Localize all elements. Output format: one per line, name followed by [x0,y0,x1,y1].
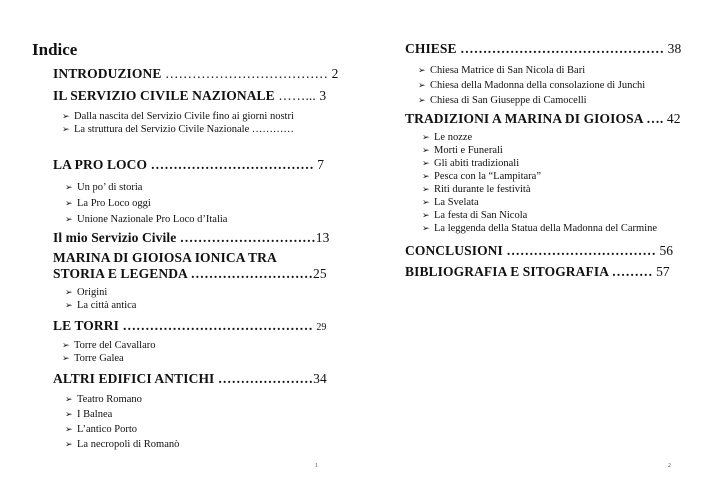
bullet-arrow-icon: ➢ [62,111,70,121]
bullet-arrow-icon: ➢ [418,65,426,75]
leader-dots: ………………… [214,371,314,386]
bullet-arrow-icon: ➢ [422,223,430,233]
toc-subitem[interactable] [422,145,503,156]
toc-subitem[interactable] [422,210,527,221]
toc-subitem[interactable] [65,287,107,298]
bullet-arrow-icon: ➢ [422,158,430,168]
bullet-arrow-icon: ➢ [422,210,430,220]
subitem-label: La festa di San Nicola [434,210,528,221]
entry-label: LA PRO LOCO [53,157,148,172]
page-ref: 42 [666,111,681,126]
entry-label: ALTRI EDIFICI ANTICHI [53,371,215,386]
bullet-arrow-icon: ➢ [65,409,73,419]
toc-entry-chiese[interactable] [405,41,681,57]
page-ref: 25 [313,266,327,281]
toc-entry-mio-servizio[interactable] [53,230,330,246]
right-page [352,0,704,492]
subitem-label: I Balnea [77,409,113,420]
toc-subitem[interactable] [62,111,294,122]
toc-subitem[interactable] [65,214,227,225]
subitem-label: Origini [77,287,108,298]
leader-dots: …. [642,111,664,126]
toc-entry-conclusioni[interactable] [405,243,673,259]
toc-subitem[interactable] [422,171,541,182]
subitem-label: La Svelata [434,197,479,208]
page-ref: 3 [319,88,327,103]
subitem-label: Pesca con la “Lampitara” [434,171,541,182]
subitem-label: Un po’ di storia [77,182,143,193]
leader-dots: ……………………………… [147,157,314,172]
entry-label: MARINA DI GIOIOSA IONICA TRA [53,250,277,265]
subitem-label: La leggenda della Statua della Madonna del Carmine [434,223,658,234]
toc-entry-bibliografia[interactable] [405,264,670,280]
leader-dots: ……… [608,264,653,279]
toc-entry-torri[interactable] [53,318,327,334]
page-ref: 56 [659,243,674,258]
entry-label: Il mio Servizio Civile [53,230,177,245]
page-ref: 13 [315,230,330,245]
entry-label: IL SERVIZIO CIVILE NAZIONALE [53,88,275,103]
subitem-label: Riti durante le festività [434,184,531,195]
bullet-arrow-icon: ➢ [422,197,430,207]
bullet-arrow-icon: ➢ [65,300,73,310]
bullet-arrow-icon: ➢ [65,182,73,192]
toc-subitem[interactable] [62,353,124,364]
toc-subitem[interactable] [65,394,142,405]
subitem-label: La struttura del Servizio Civile Nazionale ………… [74,124,294,135]
bullet-arrow-icon: ➢ [62,124,70,134]
bullet-arrow-icon: ➢ [422,184,430,194]
leader-dots: ……………………… [187,266,314,281]
subitem-label: La Pro Loco oggi [77,198,151,209]
bullet-arrow-icon: ➢ [422,171,430,181]
leader-dots: ……………………………… [161,66,329,81]
subitem-label: Chiesa di San Giuseppe di Camocelli [430,95,587,106]
bullet-arrow-icon: ➢ [65,214,73,224]
bullet-arrow-icon: ➢ [65,287,73,297]
page-ref: 7 [317,157,325,172]
index-title: Indice [32,40,78,59]
bullet-arrow-icon: ➢ [422,132,430,142]
entry-label: TRADIZIONI A MARINA DI GIOIOSA [405,111,643,126]
page-ref: 34 [313,371,327,386]
toc-subitem[interactable] [65,300,136,311]
subitem-label: Teatro Romano [77,394,142,405]
leader-dots: …………………………… [502,243,656,258]
subitem-label: La città antica [77,300,137,311]
entry-label: CONCLUSIONI [405,243,503,258]
subitem-label: Unione Nazionale Pro Loco d’Italia [77,214,228,225]
toc-subitem[interactable] [422,132,472,143]
subitem-label: Dalla nascita del Servizio Civile fino ai giorni nostri [74,111,294,122]
entry-label: LE TORRI [53,318,119,333]
leader-dots: ……... [274,88,316,103]
leader-dots: …………………………………… [118,318,313,333]
subitem-label: Gli abiti tradizionali [434,158,520,169]
toc-entry-tradizioni[interactable] [405,111,681,127]
bullet-arrow-icon: ➢ [65,439,73,449]
bullet-arrow-icon: ➢ [65,198,73,208]
bullet-arrow-icon: ➢ [418,80,426,90]
bullet-arrow-icon: ➢ [422,145,430,155]
toc-entry-marina[interactable] [53,266,327,282]
bullet-arrow-icon: ➢ [65,424,73,434]
page-number: 1 [315,463,318,469]
subitem-label: Chiesa Matrice di San Nicola di Bari [430,65,586,76]
toc-subitem[interactable] [65,409,112,420]
toc-subitem[interactable] [62,340,155,351]
entry-label: BIBLIOGRAFIA E SITOGRAFIA [405,264,609,279]
toc-subitem[interactable] [65,439,179,450]
page-number: 2 [668,463,671,469]
bullet-arrow-icon: ➢ [65,394,73,404]
entry-label: INTRODUZIONE [53,66,162,81]
toc-subitem[interactable] [422,158,519,169]
bullet-arrow-icon: ➢ [418,95,426,105]
subitem-label: Torre Galea [74,353,124,364]
subitem-label: Morti e Funerali [434,145,503,156]
subitem-label: La necropoli di Romanò [77,439,180,450]
subitem-label: L’antico Porto [77,424,137,435]
subitem-label: Le nozze [434,132,473,143]
toc-subitem[interactable] [418,80,645,91]
toc-subitem[interactable] [62,124,294,135]
page-ref: 57 [656,264,670,279]
toc-entry-pro-loco[interactable] [53,157,324,173]
bullet-arrow-icon: ➢ [62,340,70,350]
toc-entry-altri-edifici[interactable] [53,371,327,387]
toc-subitem[interactable] [65,424,137,435]
entry-label: STORIA E LEGENDA [53,266,188,281]
toc-subitem[interactable] [65,182,142,193]
toc-subitem[interactable] [422,223,657,234]
bullet-arrow-icon: ➢ [62,353,70,363]
toc-subitem[interactable] [418,95,587,106]
toc-entry-marina-line1[interactable] [53,250,277,266]
page-ref: 38 [667,41,682,56]
toc-entry-servizio-civile[interactable] [53,88,326,104]
toc-subitem[interactable] [418,65,585,76]
toc-subitem[interactable] [422,184,531,195]
page-ref: 29 [316,322,327,333]
page-ref: 2 [331,66,339,81]
leader-dots: ……………………………………… [456,41,665,56]
subitem-label: Chiesa della Madonna della consolazione di Junchi [430,80,646,91]
toc-entry-introduzione[interactable] [53,66,339,82]
toc-subitem[interactable] [422,197,479,208]
entry-label: CHIESE [405,41,457,56]
leader-dots: ………………………… [176,230,316,245]
subitem-label: Torre del Cavallaro [74,340,156,351]
toc-subitem[interactable] [65,198,151,209]
